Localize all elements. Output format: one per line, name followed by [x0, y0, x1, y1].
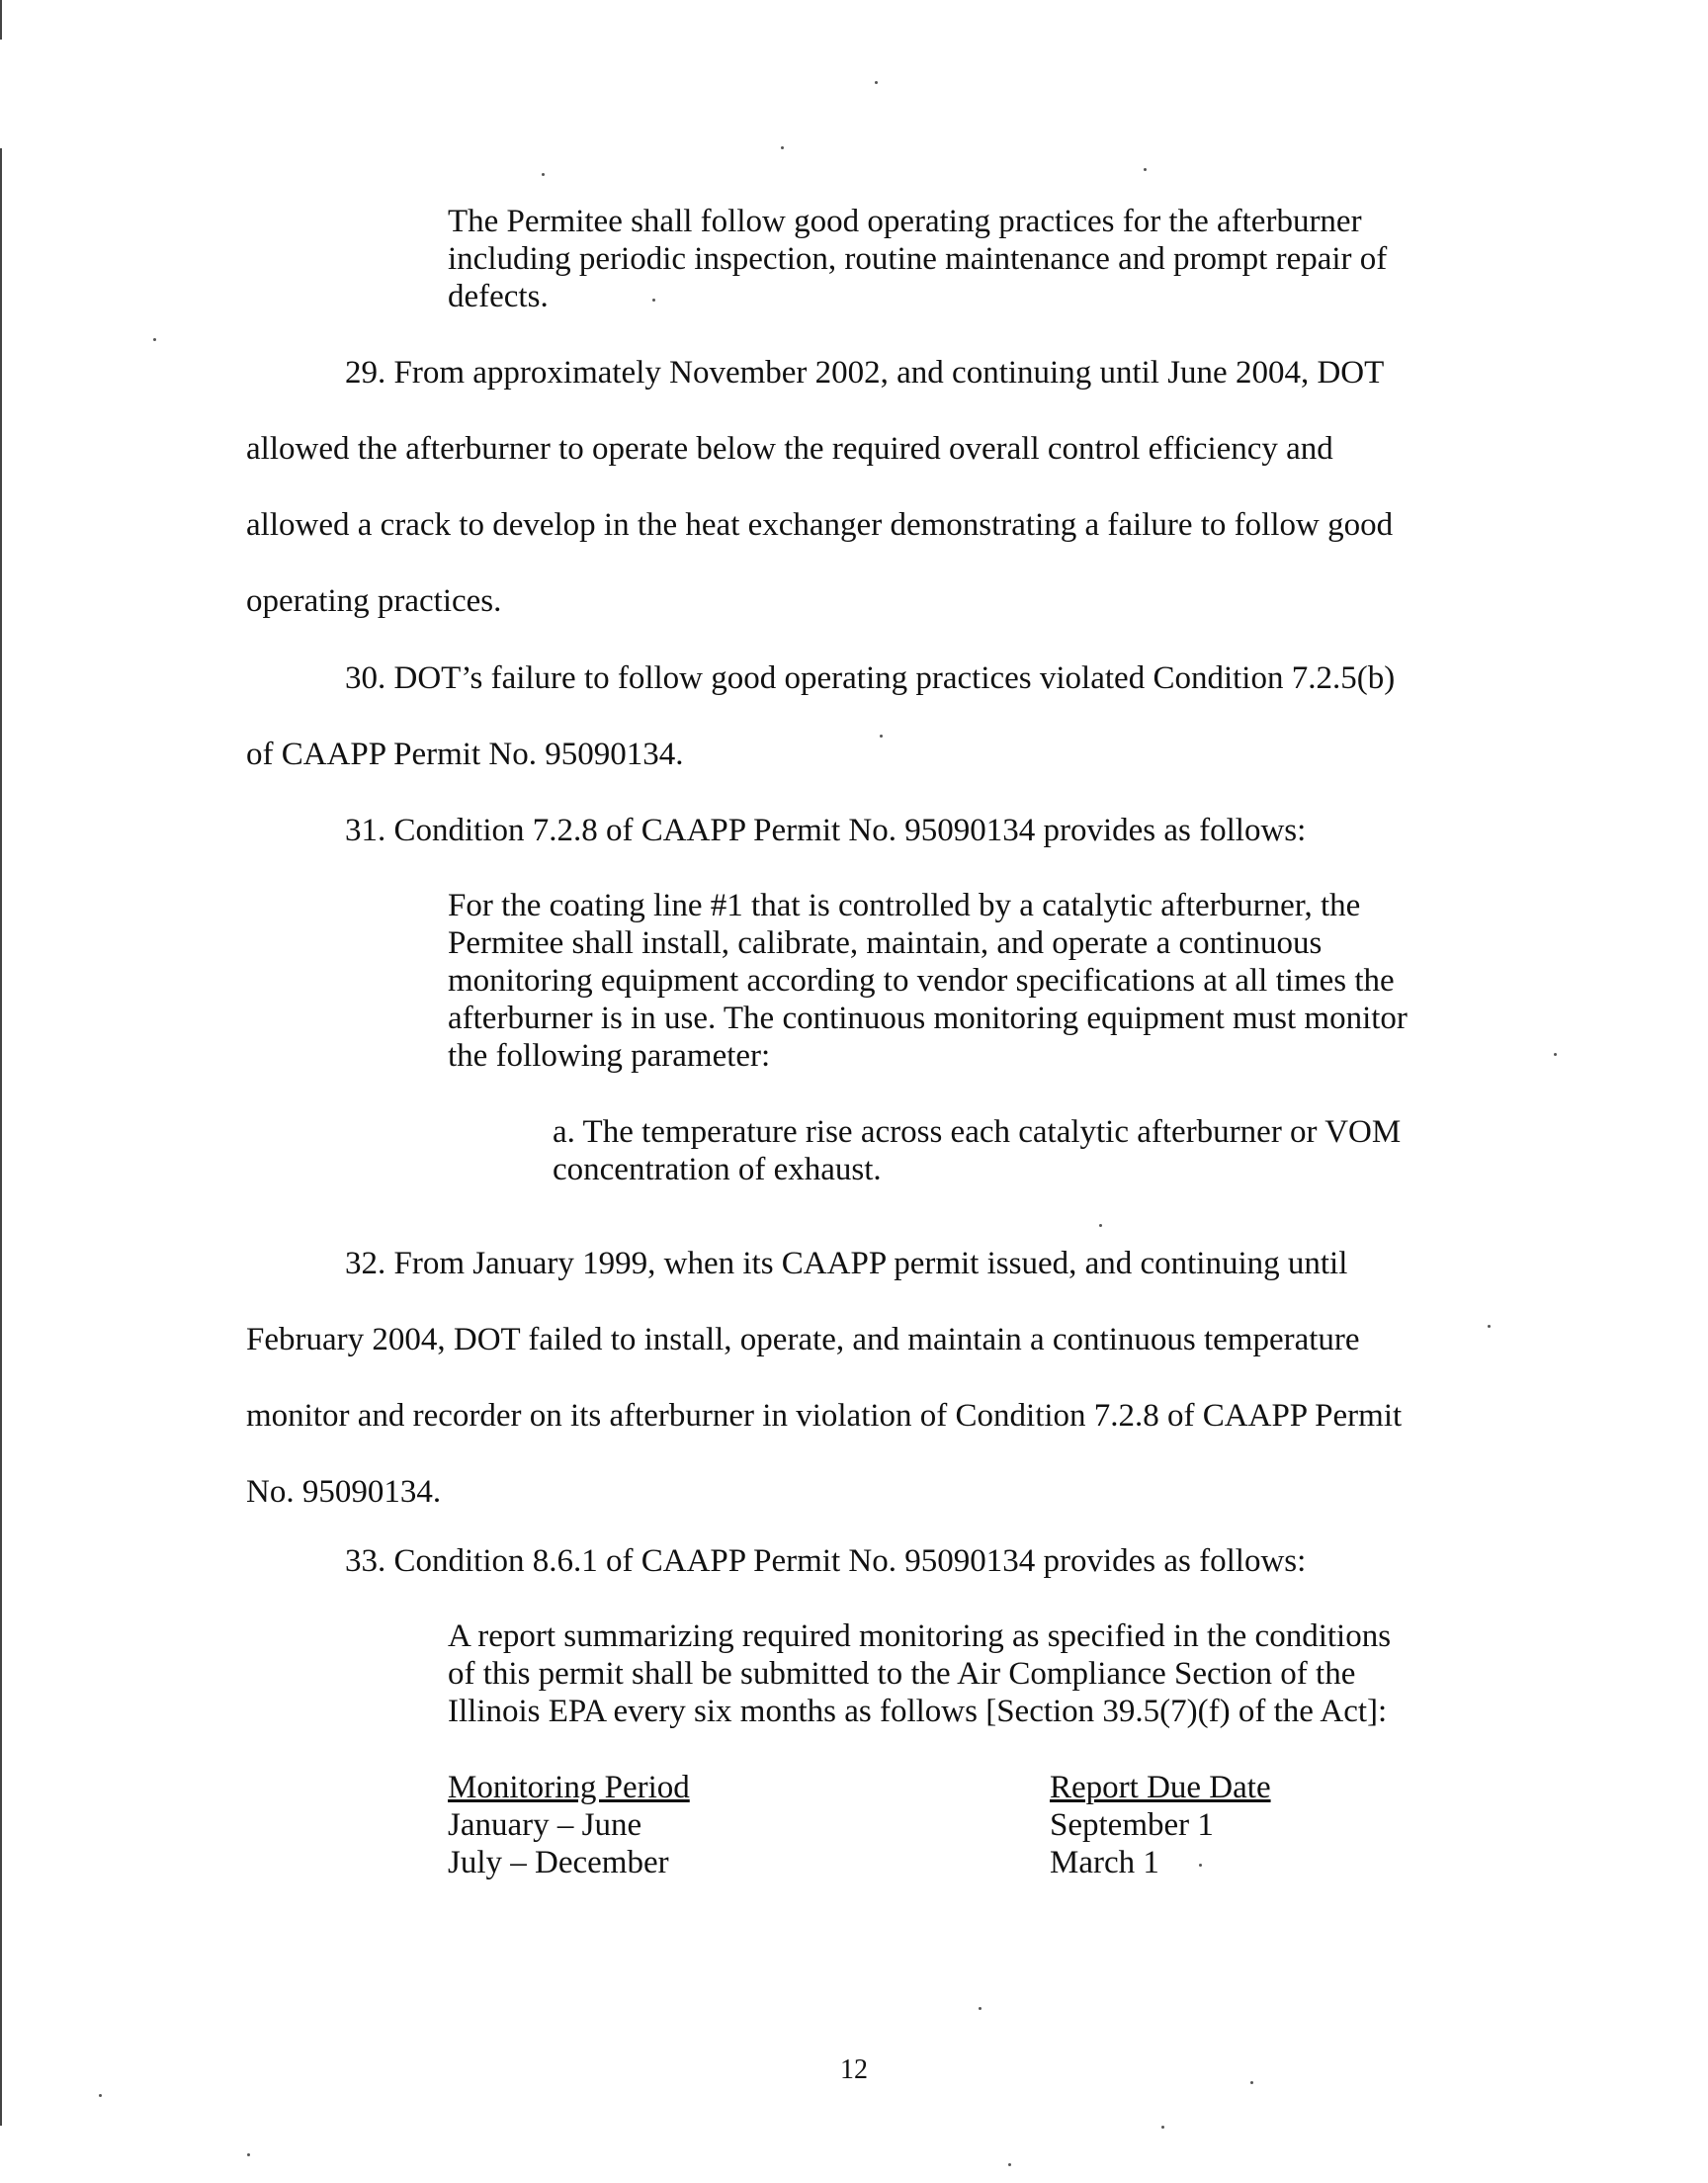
scan-speck [1099, 1224, 1102, 1227]
scan-speck [1199, 1864, 1202, 1867]
table-monitoring-period-column [448, 1769, 690, 1881]
text-line: operating practices. [246, 583, 502, 619]
quoted-condition-8-6-1 [448, 1617, 1391, 1730]
quoted-subcondition-a [553, 1113, 1401, 1188]
scan-edge-left [0, 148, 2, 2126]
scan-speck [875, 81, 878, 84]
scan-speck [1144, 168, 1147, 171]
scan-speck [153, 338, 156, 341]
table-header-monitoring-period: Monitoring Period [448, 1770, 690, 1805]
table-header-report-due-date: Report Due Date [1050, 1770, 1271, 1805]
text-line: concentration of exhaust. [553, 1152, 882, 1187]
text-line: allowed the afterburner to operate below the required overall control efficiency and [246, 431, 1333, 467]
text-line: defects. [448, 279, 549, 314]
scan-speck [1488, 1325, 1491, 1328]
quoted-condition-good-practices [448, 203, 1387, 315]
text-line: 32. From January 1999, when its CAAPP permit issued, and continuing until [345, 1246, 1348, 1281]
text-line: afterburner is in use. The continuous monitoring equipment must monitor [448, 1001, 1408, 1036]
table-cell-period: July – December [448, 1845, 669, 1880]
paragraph-29 [246, 335, 1393, 640]
page-number: 12 [840, 2054, 868, 2085]
text-line: of CAAPP Permit No. 95090134. [246, 737, 684, 772]
paragraph-33 [345, 1542, 1306, 1580]
text-line: February 2004, DOT failed to install, operate, and maintain a continuous temperature [246, 1322, 1360, 1357]
paragraph-32 [246, 1226, 1402, 1530]
text-line: A report summarizing required monitoring as specified in the conditions [448, 1618, 1392, 1654]
scan-speck [99, 2094, 102, 2097]
text-line: Illinois EPA every six months as follows [Section 39.5(7)(f) of the Act]: [448, 1694, 1388, 1729]
text-line: allowed a crack to develop in the heat exchanger demonstrating a failure to follow good [246, 507, 1394, 543]
text-line: 33. Condition 8.6.1 of CAAPP Permit No. 95090134 provides as follows: [345, 1543, 1307, 1579]
text-line: 30. DOT’s failure to follow good operating practices violated Condition 7.2.5(b) [345, 660, 1396, 696]
quoted-condition-7-2-8 [448, 887, 1408, 1075]
table-cell-due-date: September 1 [1050, 1807, 1214, 1843]
text-line: For the coating line #1 that is controlled by a catalytic afterburner, the [448, 888, 1361, 923]
text-line: 29. From approximately November 2002, and continuing until June 2004, DOT [345, 355, 1385, 391]
text-line: No. 95090134. [246, 1474, 442, 1510]
scan-speck [1250, 2081, 1253, 2084]
text-line: a. The temperature rise across each catalytic afterburner or VOM [553, 1114, 1402, 1150]
scan-speck [247, 2153, 250, 2156]
text-line: The Permitee shall follow good operating practices for the afterburner [448, 204, 1362, 239]
scan-speck [1008, 2163, 1011, 2166]
text-line: of this permit shall be submitted to the Air Compliance Section of the [448, 1656, 1356, 1692]
scan-speck [1554, 1053, 1557, 1056]
text-line: Permitee shall install, calibrate, maintain, and operate a continuous [448, 925, 1323, 961]
table-cell-period: January – June [448, 1807, 642, 1843]
text-line: including periodic inspection, routine maintenance and prompt repair of [448, 241, 1388, 277]
scan-speck [880, 735, 883, 738]
text-line: 31. Condition 7.2.8 of CAAPP Permit No. 95090134 provides as follows: [345, 813, 1307, 848]
text-line: the following parameter: [448, 1038, 771, 1074]
scan-speck [652, 299, 655, 302]
scan-speck [781, 146, 784, 149]
text-line: monitor and recorder on its afterburner in violation of Condition 7.2.8 of CAAPP Permit [246, 1398, 1403, 1434]
scan-speck [979, 2007, 982, 2010]
text-line: monitoring equipment according to vendor specifications at all times the [448, 963, 1395, 999]
scan-speck [542, 173, 545, 176]
scan-speck [1161, 2126, 1164, 2129]
table-cell-due-date: March 1 [1050, 1845, 1159, 1880]
scan-edge-top [0, 0, 2, 40]
paragraph-31 [345, 812, 1306, 849]
table-report-due-date-column [1050, 1769, 1271, 1881]
paragraph-30 [246, 641, 1395, 793]
